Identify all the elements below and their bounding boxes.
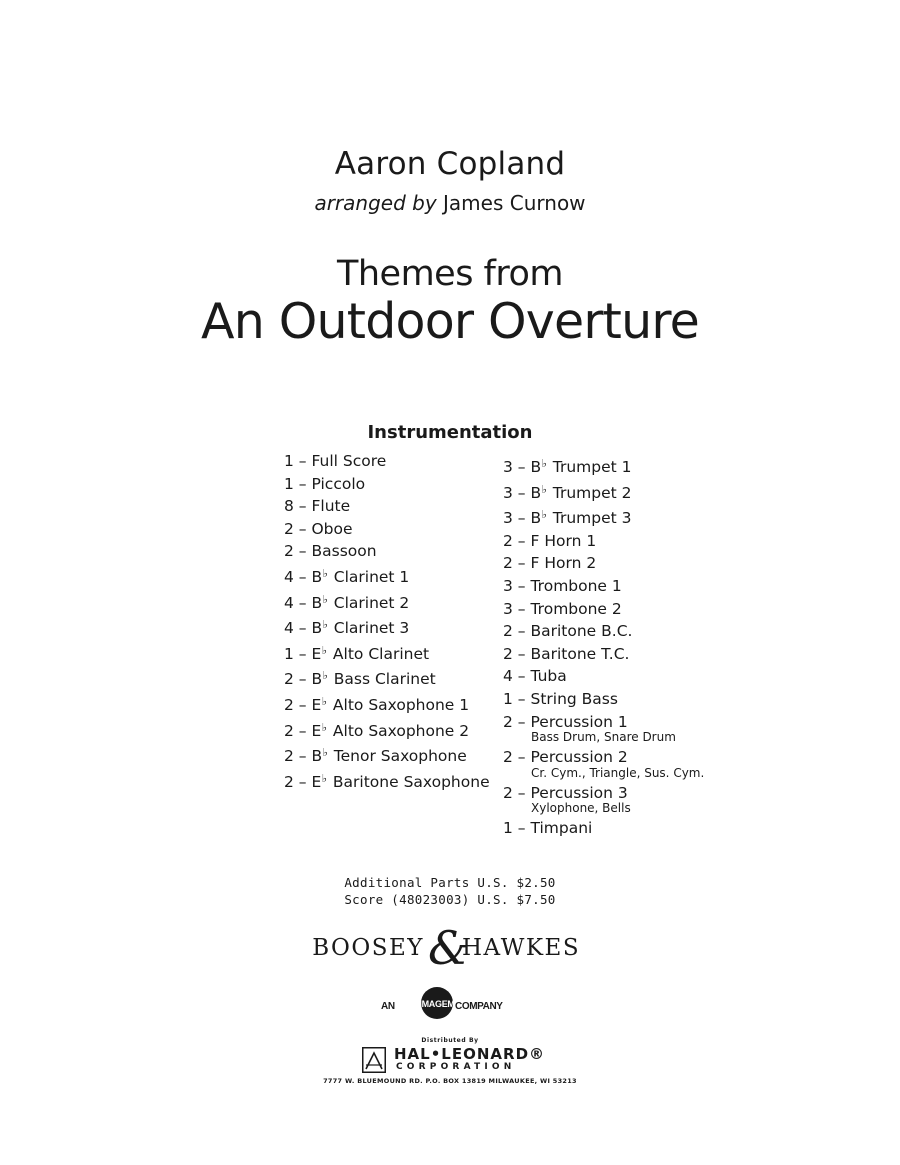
- flat-sign-icon: ♭: [321, 771, 327, 785]
- instrument-item: 4 – B♭ Clarinet 1: [284, 566, 410, 586]
- instrument-count: 2: [284, 519, 294, 538]
- flat-sign-icon: ♭: [541, 457, 547, 470]
- instrument-item: 2 – E♭ Baritone Saxophone: [284, 771, 490, 791]
- instrument-count: 2: [503, 712, 513, 731]
- flat-sign-icon: ♭: [322, 669, 328, 683]
- instrument-count: 2: [503, 644, 513, 663]
- instrument-count: 3: [503, 599, 513, 618]
- instrument-key: B: [311, 670, 323, 689]
- instrument-count: 2: [284, 721, 294, 740]
- instrument-subtext: Cr. Cym., Triangle, Sus. Cym.: [531, 765, 705, 780]
- instrument-name: Trombone 1: [530, 576, 622, 595]
- instrument-item: 4 – B♭ Clarinet 3: [284, 618, 410, 638]
- instrument-count: 2: [503, 531, 513, 550]
- flat-sign-icon: ♭: [322, 618, 328, 632]
- instrument-count: 3: [503, 458, 513, 476]
- instrument-name: Flute: [311, 497, 351, 516]
- hal-leonard-corporation: CORPORATION: [396, 1062, 516, 1072]
- instrument-count: 2: [284, 695, 294, 714]
- instrumentation-heading: Instrumentation: [367, 422, 533, 443]
- instrument-name: Percussion 1: [530, 712, 628, 731]
- instrument-name: Bass Clarinet: [333, 670, 436, 689]
- instrument-item: 8 – Flute: [284, 497, 351, 516]
- instrument-item: 2 – F Horn 1: [503, 531, 597, 550]
- instrumentation-left-column: [284, 450, 490, 793]
- distributed-by-label: Distributed By: [421, 1037, 479, 1044]
- instrument-count: 2: [503, 554, 513, 573]
- instrument-name: Clarinet 2: [333, 593, 410, 612]
- instrument-name: Timpani: [530, 819, 593, 838]
- hal-leonard-block: [0, 1030, 900, 1090]
- instrument-item: 4 – Tuba: [503, 667, 567, 686]
- instrument-item: 1 – Piccolo: [284, 474, 366, 493]
- instrument-name: Alto Saxophone 1: [332, 695, 470, 714]
- instrument-name: Piccolo: [311, 474, 366, 493]
- instrument-item: 4 – B♭ Clarinet 2: [284, 592, 410, 612]
- instrument-key: B: [530, 509, 542, 528]
- instrument-item: 2 – B♭ Tenor Saxophone: [284, 746, 467, 766]
- instrument-item: 2 – E♭ Alto Saxophone 1: [284, 694, 470, 714]
- instrument-subtext: Bass Drum, Snare Drum: [531, 730, 676, 745]
- svg-text:IMAGEM: IMAGEM: [419, 999, 455, 1009]
- instrument-name: Baritone B.C.: [530, 622, 633, 641]
- instrument-key: B: [530, 483, 542, 502]
- instrument-count: 1: [284, 452, 294, 470]
- flat-sign-icon: ♭: [541, 482, 547, 496]
- instrument-name: Trumpet 3: [552, 509, 632, 528]
- price-block: [0, 874, 900, 908]
- instrument-key: B: [311, 747, 323, 766]
- instrument-count: 2: [503, 783, 513, 802]
- instrument-name: Tenor Saxophone: [333, 747, 467, 766]
- instrument-count: 1: [284, 474, 294, 493]
- flat-sign-icon: ♭: [322, 746, 328, 760]
- flat-sign-icon: ♭: [541, 508, 547, 522]
- instrument-count: 4: [284, 567, 294, 586]
- instrument-name: Clarinet 1: [333, 567, 410, 586]
- instrument-count: 1: [503, 819, 513, 838]
- instrument-name: Alto Saxophone 2: [332, 721, 470, 740]
- hal-leonard-logo-icon: [362, 1047, 386, 1073]
- instrument-key: E: [311, 644, 322, 663]
- publisher-right-word: HAWKES: [462, 935, 581, 961]
- arranger-name: James Curnow: [443, 191, 586, 215]
- instrument-item: 1 – E♭ Alto Clarinet: [284, 643, 430, 663]
- instrument-count: 4: [284, 593, 294, 612]
- title-line-1: Themes from: [336, 254, 564, 294]
- instrument-key: E: [311, 721, 322, 740]
- instrument-name: Clarinet 3: [333, 619, 410, 638]
- boosey-hawkes-logo: [0, 921, 900, 975]
- instrument-item: 2 – Oboe: [284, 519, 353, 538]
- instrument-count: 2: [284, 747, 294, 766]
- instrument-name: Trumpet 2: [552, 483, 632, 502]
- instrument-item: 3 – B♭ Trumpet 2: [503, 482, 632, 502]
- instrument-item: 1 – Full Score: [284, 452, 387, 470]
- imagem-company-logo: [0, 982, 900, 1022]
- svg-text:COMPANY: COMPANY: [455, 1001, 503, 1012]
- title-line-2: An Outdoor Overture: [201, 293, 699, 350]
- instrument-item: 2 – E♭ Alto Saxophone 2: [284, 720, 470, 740]
- imagem-logo-icon: [375, 982, 525, 1022]
- instrument-count: 1: [284, 644, 294, 663]
- instrument-count: 2: [503, 748, 513, 767]
- instrument-count: 1: [503, 689, 513, 708]
- publisher-ampersand: &: [428, 921, 469, 975]
- instrument-key: B: [311, 619, 323, 638]
- instrument-name: F Horn 2: [530, 554, 597, 573]
- instrument-item: 3 – Trombone 2: [503, 599, 622, 618]
- instrument-item: 2 – Percussion 1 Bass Drum, Snare Drum: [503, 711, 704, 746]
- instrument-item: 2 – Bassoon: [284, 542, 377, 561]
- instrument-count: 2: [284, 542, 294, 561]
- instrument-name: Baritone Saxophone: [332, 772, 490, 791]
- arranged-by-label: arranged by: [314, 191, 437, 215]
- instrument-item: 2 – F Horn 2: [503, 554, 597, 573]
- instrument-key: E: [311, 772, 322, 791]
- hal-leonard-name: HAL•LEONARD®: [394, 1045, 546, 1063]
- instrument-name: Percussion 2: [530, 748, 628, 767]
- instrument-item: 3 – B♭ Trumpet 3: [503, 508, 632, 528]
- instrument-key: E: [311, 695, 322, 714]
- instrument-name: Baritone T.C.: [530, 644, 630, 663]
- instrument-name: Alto Clarinet: [332, 644, 430, 663]
- instrument-item: 2 – Baritone B.C.: [503, 622, 633, 641]
- flat-sign-icon: ♭: [321, 694, 327, 708]
- flat-sign-icon: ♭: [322, 592, 328, 606]
- instrument-subtext: Xylophone, Bells: [531, 801, 631, 816]
- additional-parts-price: Additional Parts U.S. $2.50: [344, 875, 556, 890]
- instrument-item: 2 – B♭ Bass Clarinet: [284, 669, 436, 689]
- instrument-item: 2 – Percussion 3 Xylophone, Bells: [503, 782, 704, 817]
- instrument-name: Bassoon: [311, 542, 377, 561]
- instrument-count: 4: [284, 619, 294, 638]
- distributor-address: 7777 W. BLUEMOUND RD. P.O. BOX 13819 MILWAUKEE, WI 53213: [323, 1077, 577, 1085]
- instrument-name: Oboe: [311, 519, 353, 538]
- flat-sign-icon: ♭: [321, 720, 327, 734]
- instrumentation-right-column: [503, 453, 704, 840]
- instrument-count: 3: [503, 509, 513, 528]
- composer-name: Aaron Copland: [334, 146, 566, 182]
- arranger-line: [0, 191, 900, 215]
- instrument-name: F Horn 1: [530, 531, 597, 550]
- instrument-item: 2 – Percussion 2 Cr. Cym., Triangle, Sus. Cym.: [503, 748, 705, 780]
- instrument-count: 3: [503, 576, 513, 595]
- instrument-count: 2: [284, 772, 294, 791]
- instrument-name: String Bass: [530, 689, 618, 708]
- instrument-count: 2: [284, 670, 294, 689]
- score-price: Score (48023003) U.S. $7.50: [344, 892, 556, 907]
- instrument-count: 4: [503, 667, 513, 686]
- instrument-count: 2: [503, 622, 513, 641]
- instrument-key: B: [311, 593, 323, 612]
- instrument-key: B: [530, 458, 542, 476]
- instrument-count: 3: [503, 483, 513, 502]
- instrument-name: Trumpet 1: [552, 458, 632, 476]
- instrument-name: Percussion 3: [530, 783, 628, 802]
- svg-text:AN: AN: [381, 1001, 395, 1012]
- flat-sign-icon: ♭: [322, 566, 328, 580]
- instrument-name: Trombone 2: [530, 599, 622, 618]
- flat-sign-icon: ♭: [321, 643, 327, 657]
- instrument-count: 8: [284, 497, 294, 516]
- instrument-key: B: [311, 567, 323, 586]
- publisher-left-word: BOOSEY: [312, 935, 424, 961]
- instrument-item: 1 – String Bass: [503, 689, 618, 708]
- instrument-item: 3 – B♭ Trumpet 1: [503, 457, 632, 476]
- instrument-name: Tuba: [530, 667, 567, 686]
- instrument-item: 2 – Baritone T.C.: [503, 644, 630, 663]
- instrument-name: Full Score: [311, 452, 387, 470]
- instrument-item: 1 – Timpani: [503, 819, 593, 838]
- instrument-item: 3 – Trombone 1: [503, 576, 622, 595]
